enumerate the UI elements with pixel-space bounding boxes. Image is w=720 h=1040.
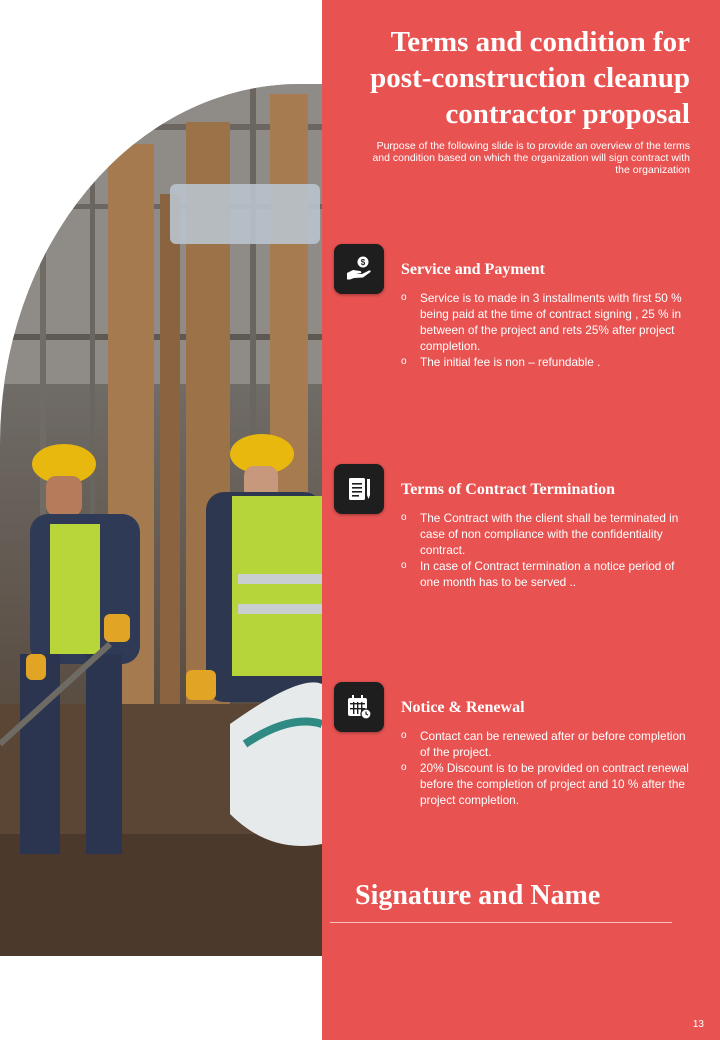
bullet-text: Contact can be renewed after or before completion of the project.: [420, 729, 686, 759]
bullet-marker: o: [401, 512, 407, 523]
bullet-marker: o: [401, 762, 407, 773]
section-bullets: [401, 290, 691, 370]
bullet-item: [401, 558, 691, 590]
signature-line[interactable]: [330, 922, 672, 923]
bullet-marker: o: [401, 730, 407, 741]
page-title: Terms and condition for post-construction cleanup contractor proposal: [370, 26, 690, 130]
section-title: Notice & Renewal: [401, 699, 525, 716]
signature-label: Signature and Name: [355, 880, 601, 911]
bullet-text: In case of Contract termination a notice period of one month has to be served ..: [420, 559, 675, 589]
notice-renewal-icon-box: [334, 682, 384, 732]
section-bullets: [401, 728, 691, 808]
bullet-text: The Contract with the client shall be terminated in case of non compliance with the confidentiality contract.: [420, 511, 679, 557]
bullet-item: [401, 760, 691, 808]
service-payment-icon-box: [334, 244, 384, 294]
bullet-marker: o: [401, 356, 407, 367]
bullet-text: Service is to made in 3 installments with first 50 % being paid at the time of contract signing , 25 % in between of the project and rets 25% after project completion.: [420, 291, 682, 353]
bullet-item: [401, 510, 691, 558]
contract-termination-icon-box: [334, 464, 384, 514]
hand-dollar-icon: [345, 255, 373, 283]
section-bullets: [401, 510, 691, 590]
bullet-item: [401, 290, 691, 354]
construction-workers-photo: [0, 84, 322, 956]
page-number: 13: [692, 1019, 704, 1030]
page-subtitle: Purpose of the following slide is to provide an overview of the terms and condition based on which the organization will sign contract with the organization: [372, 140, 690, 176]
construction-workers-illustration: [0, 84, 322, 956]
bullet-item: [401, 728, 691, 760]
bullet-item: [401, 354, 691, 370]
bullet-text: 20% Discount is to be provided on contract renewal before the completion of project and 10 % after the project completion.: [420, 761, 689, 807]
section-title: Terms of Contract Termination: [401, 481, 616, 498]
bullet-text: The initial fee is non – refundable .: [420, 355, 601, 369]
calendar-clock-icon: [345, 693, 373, 721]
svg-text:$: $: [360, 258, 366, 267]
section-title: Service and Payment: [401, 261, 545, 278]
bullet-marker: o: [401, 560, 407, 571]
document-pen-icon: [345, 475, 373, 503]
bullet-marker: o: [401, 292, 407, 303]
